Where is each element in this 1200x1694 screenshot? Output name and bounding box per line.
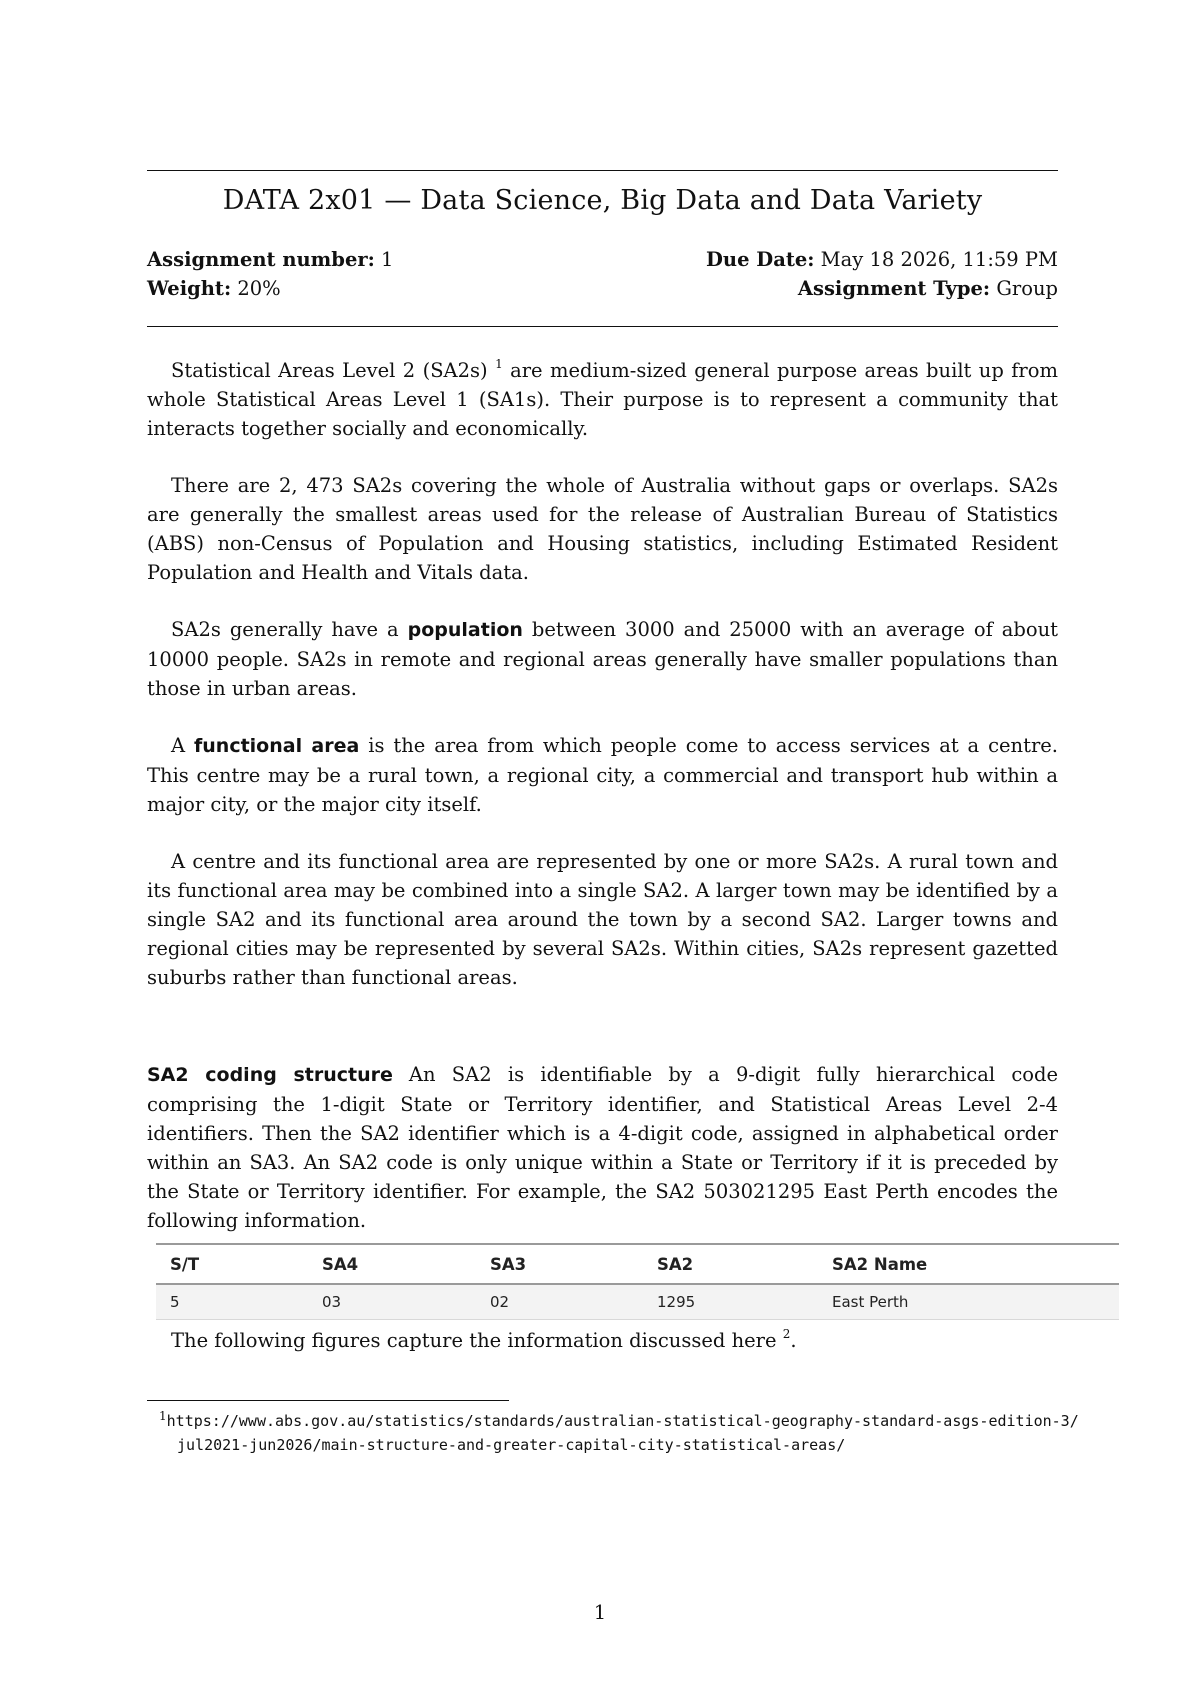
coding-text: An SA2 is identifiable by a 9-digit fully hierarchical code comprising the 1-digit State or Territory identifier, and Statistical Areas Level 2-4 identifiers. Then the SA2 identifier which is a 4-digit code, assigned in alphabetical order within an SA3. An SA2 code is only unique within a State or Territory if it is preceded by the State or Territory identifier. For example, the SA2 503021295 East Perth encodes the following information. — [147, 1063, 1058, 1232]
footnote-link[interactable]: https://www.abs.gov.au/statistics/standards/australian-statistical-geography-standard-asgs-edition-3/ — [166, 1412, 1079, 1430]
footnote-1 — [159, 1404, 1200, 1457]
paragraph-functional-area: A functional area is the area from which people come to access services at a centre. This centre may be a rural town, a regional city, a commercial and transport hub within a major city, or the major city itself. — [147, 734, 1059, 816]
table-cell: East Perth — [818, 1284, 1119, 1320]
table-cell: 1295 — [643, 1284, 818, 1320]
header-bottom-rule — [147, 326, 1058, 327]
column-header: S/T — [156, 1244, 308, 1284]
footnote-ref-1[interactable]: 1 — [495, 357, 503, 371]
column-header: SA2 — [643, 1244, 818, 1284]
table-header-row — [156, 1244, 1119, 1284]
top-rule — [147, 170, 1058, 171]
paragraph-centre: A centre and its functional area are represented by one or more SA2s. A rural town and its functional area may be combined into a single SA2. A larger town may be identified by a single SA2 and its functional area around the town by a second SA2. Larger towns and regional cities may be represented by several SA2s. Within cities, SA2s represent gazetted suburbs rather than functional areas. — [147, 850, 1058, 989]
weight: Weight: 20% — [147, 277, 281, 300]
column-header: SA4 — [308, 1244, 476, 1284]
footnote-rule — [147, 1400, 509, 1401]
meta-left — [147, 245, 393, 303]
assignment-type: Assignment Type: Group — [797, 277, 1058, 300]
figures-intro-text: The following figures capture the information discussed here $^2$. — [171, 1327, 797, 1352]
table-row — [156, 1284, 1119, 1320]
paragraph-population: SA2s generally have a population between 3000 and 25000 with an average of about 10000 people. SA2s in remote and regional areas generally have smaller populations than those in urban areas. — [147, 618, 1058, 700]
assignment-number: Assignment number: 1 — [147, 248, 394, 271]
page-number: 1 — [593, 1601, 607, 1624]
column-header: SA2 Name — [818, 1244, 1119, 1284]
column-header: SA3 — [476, 1244, 643, 1284]
document-title: DATA 2x01 — Data Science, Big Data and Data Variety — [222, 185, 983, 216]
paragraph-sa2-intro: Statistical Areas Level 2 (SA2s) $^1$ are medium-sized general purpose areas built up from whole Statistical Areas Level 1 (SA1s). Their purpose is to represent a community that interacts together socially and economically. — [147, 357, 1058, 440]
footnote-ref-2[interactable]: 2 — [782, 1327, 791, 1341]
body-text — [147, 356, 1058, 1020]
footnote-number: 1 — [159, 1409, 167, 1423]
table-cell: 03 — [308, 1284, 476, 1320]
table-cell: 02 — [476, 1284, 643, 1320]
coding-section — [147, 1060, 1058, 1235]
table-cell: 5 — [156, 1284, 308, 1320]
due-date: Due Date: May 18 2026, 11:59 PM — [706, 248, 1058, 271]
coding-heading: SA2 coding structure — [147, 1064, 393, 1086]
sa2-code-table — [156, 1243, 1119, 1320]
meta-right — [706, 245, 1058, 303]
paragraph-sa2-count: There are 2, 473 SA2s covering the whole of Australia without gaps or overlaps. SA2s are generally the smallest areas used for the release of Australian Bureau of Statistics (ABS) non-Census of Population and Housing statistics, including Estimated Resident Population and Health and Vitals data. — [147, 474, 1058, 584]
footnote-link-continued[interactable]: jul2021-jun2026/main-structure-and-greater-capital-city-statistical-areas/ — [177, 1436, 846, 1454]
